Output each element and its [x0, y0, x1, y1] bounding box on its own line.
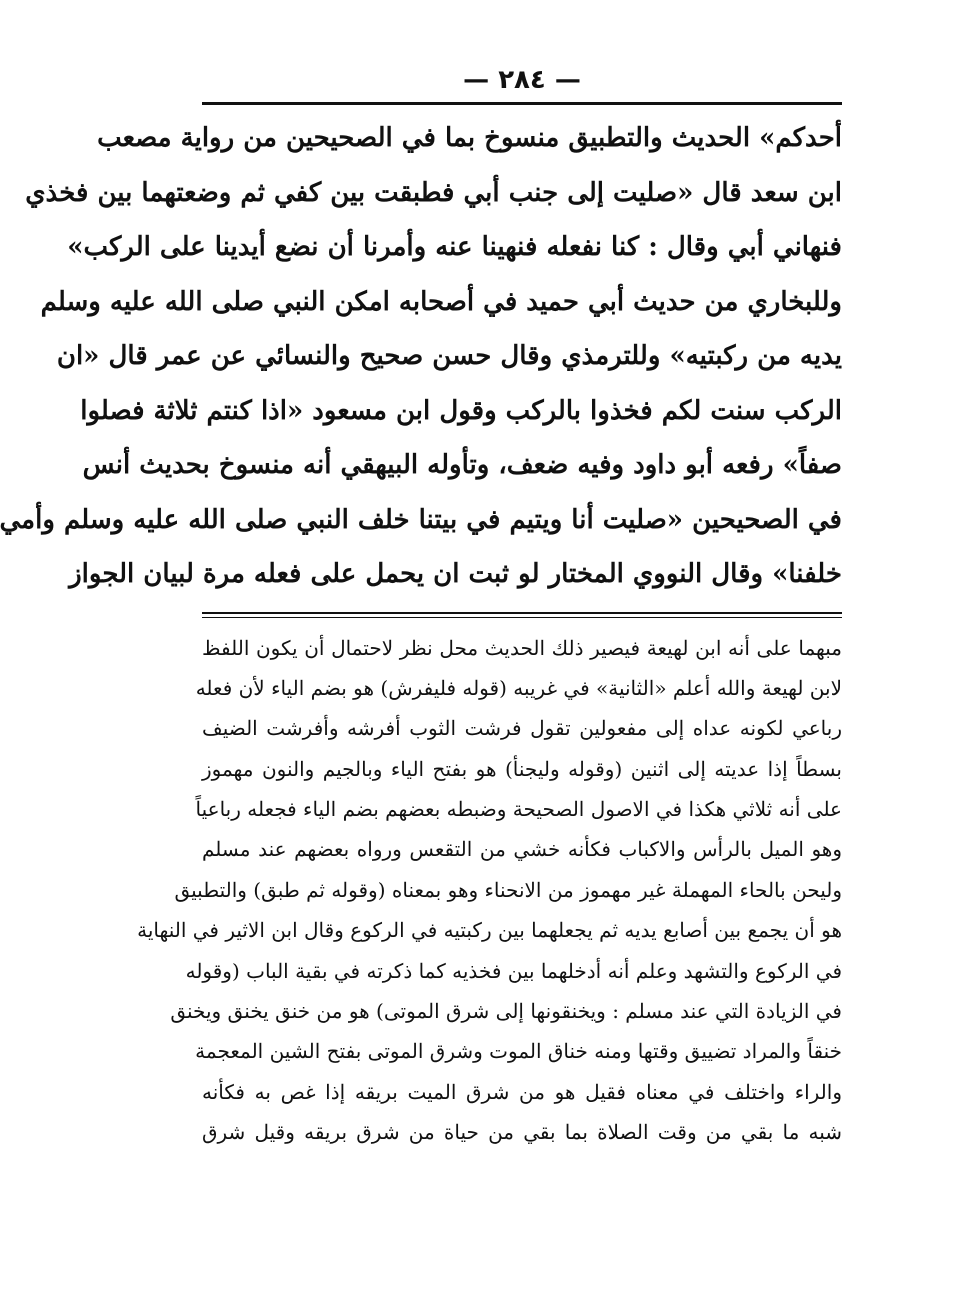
footnote-line: رباعي لكونه عداه إلى مفعولين تقول فرشت الثوب أفرشه وأفرشت الضيف [202, 716, 842, 741]
footnote-separator [202, 612, 842, 618]
footnote-text [137, 628, 842, 1153]
main-text [0, 111, 842, 602]
main-text-line: خلفنا» وقال النووي المختار لو ثبت ان يحمل على فعله مرة لبيان الجواز [69, 559, 842, 589]
footnote-line: وهو الميل بالرأس والاكباب فكأنه خشي من التقعس ورواه بعضهم عند مسلم [202, 837, 842, 862]
footnote-line: مبهما على أنه ابن لهيعة فيصير ذلك الحديث محل نظر لاحتمال أن يكون اللفظ [202, 635, 842, 660]
page-number: — ٢٨٤ — [463, 65, 581, 95]
separator-line [202, 612, 842, 614]
separator-line [202, 617, 842, 618]
main-text-line: وللبخاري من حديث أبي حميد في أصحابه امكن النبي صلى الله عليه وسلم [40, 286, 842, 317]
main-text-line: فنهاني أبي وقال : كنا نفعله فنهينا عنه وأمرنا أن نضع أيدينا على الركب» [67, 232, 842, 262]
footnote-line: وليحن بالحاء المهملة غير مهموز من الانحناء وهو بمعناه (وقوله ثم طبق) والتطبيق [174, 877, 842, 902]
footnote-line: والراء واختلف في معناه فقيل هو من شرق الميت بريقه إذا غص به فكأنه [202, 1079, 842, 1104]
footnote-line: هو أن يجمع بين أصابع يديه ثم يجعلهما بين ركبتيه في الركوع وقال ابن الاثير في النهاية [137, 918, 842, 943]
footnote-line: بسطاً إذا عديته إلى اثنين (وقوله وليجنأ) هو بفتح الياء وبالجيم والنون مهموز [202, 756, 842, 781]
footnote-line: شبه ما بقي من وقت الصلاة بما بقي من حياة من شرق بريقه وقيل شرق [202, 1120, 842, 1145]
footnote-line: في الزيادة التي عند مسلم : ويخنقونها إلى شرق الموتى) هو من خنق يخنق ويخنق [170, 999, 842, 1024]
book-page [0, 62, 842, 1153]
header-rule [202, 102, 842, 105]
footnote-line: على أنه ثلاثي هكذا في الاصول الصحيحة وضبطه بعضهم بضم الياء فجعله رباعياً [195, 797, 842, 822]
footnote-line: خنقاً والمراد تضييق وقتها ومنه خناق الموت وشرق الموتى بفتح الشين المعجمة [195, 1039, 842, 1064]
main-text-line: أحدكم» الحديث والتطبيق منسوخ بما في الصحيحين من رواية مصعب [97, 123, 842, 153]
main-text-line: الركب سنت لكم فخذوا بالركب وقول ابن مسعود «اذا كنتم ثلاثة فصلوا [80, 395, 842, 426]
main-text-line: يديه من ركبتيه» وللترمذي وقال حسن صحيح والنسائي عن عمر قال «ان [56, 341, 842, 371]
footnote-line: لابن لهيعة والله أعلم «الثانية» في غريبه (قوله فليفرش) هو بضم الياء لأن فعله [195, 675, 842, 700]
footnote-line: في الركوع والتشهد وعلم أنه أدخلهما بين فخذيه كما ذكرته في بقية الباب (وقوله [185, 958, 842, 983]
main-text-line: في الصحيحين «صليت أنا ويتيم في بيتنا خلف النبي صلى الله عليه وسلم وأمي [0, 504, 842, 535]
main-text-line: صفاً» رفعه أبو داود وفيه ضعف، وتأوله البيهقي أنه منسوخ بحديث أنس [82, 450, 842, 480]
main-text-line: ابن سعد قال «صليت إلى جنب أبي فطبقت بين كفي ثم وضعتهما بين فخذي [25, 177, 842, 208]
